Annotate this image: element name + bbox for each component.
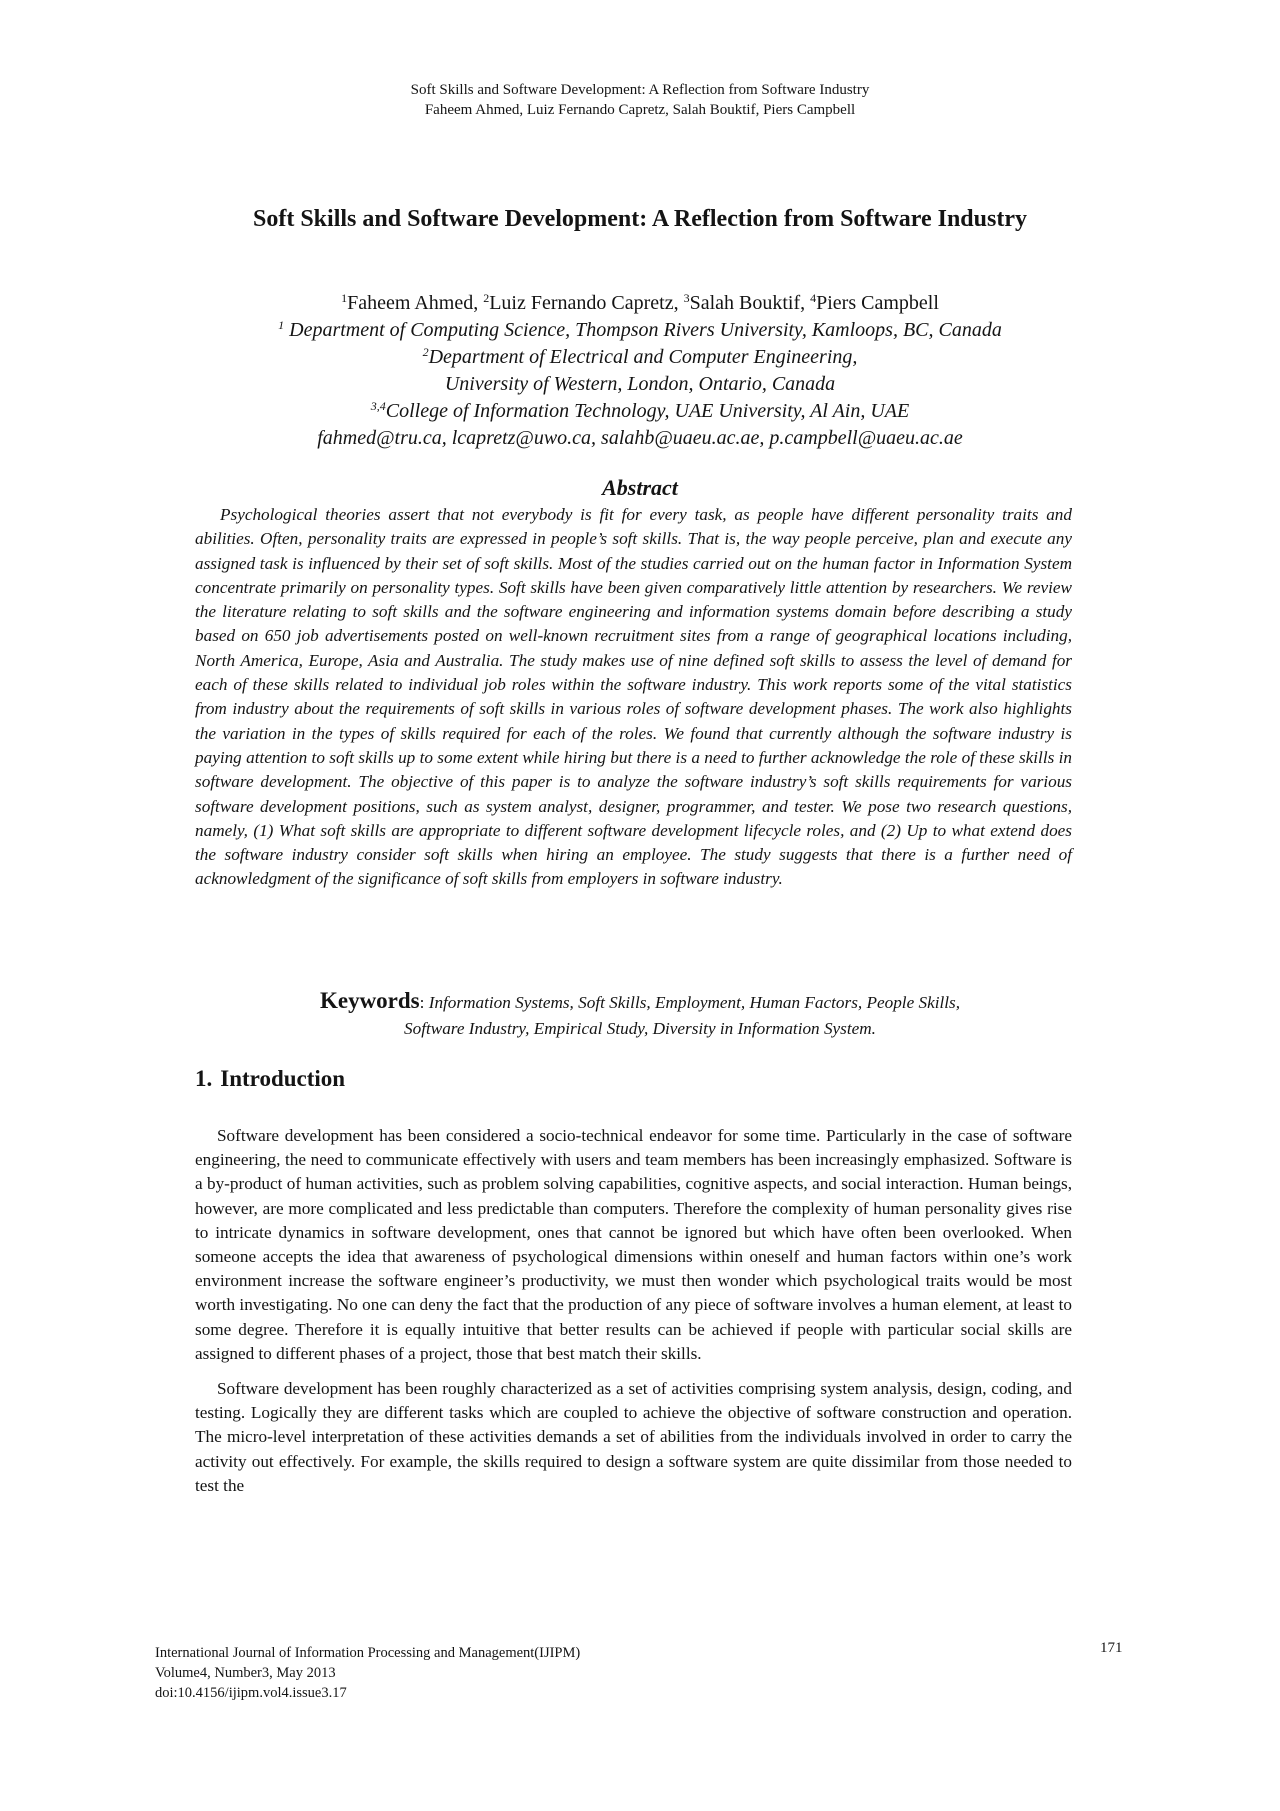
keywords-line-1: Information Systems, Soft Skills, Employment, Human Factors, People Skills, [424,993,961,1012]
keywords-label: Keywords [319,988,420,1013]
journal-footer [155,1643,580,1703]
author-list [150,290,1130,317]
author-2-sup: 2 [483,291,490,305]
affiliation-2 [150,344,1130,371]
affiliation-1-sup: 1 [278,318,285,332]
authors-block [150,290,1130,452]
affiliation-2-line-2: University of Western, London, Ontario, Canada [444,373,836,395]
author-1-sup: 1 [341,291,348,305]
affiliation-2-sup: 2 [422,345,429,359]
running-header [0,80,1280,120]
page-number: 171 [1100,1640,1123,1656]
author-4-sup: 4 [810,291,817,305]
running-header-title: Soft Skills and Software Development: A Reflection from Software Industry [410,82,870,98]
introduction-body [195,1124,1072,1509]
keywords-separator: : [419,993,425,1012]
affiliation-3-sup: 3,4 [370,399,386,413]
keywords-line-2: Software Industry, Empirical Study, Diversity in Information System. [404,1019,876,1038]
affiliation-1-text: Department of Computing Science, Thompson Rivers University, Kamloops, BC, Canada [284,319,1002,341]
running-header-authors: Faheem Ahmed, Luiz Fernando Capretz, Salah Bouktif, Piers Campbell [424,102,856,118]
keywords [215,988,1065,1042]
section-title: Introduction [220,1066,346,1091]
author-3-sup: 3 [683,291,690,305]
paper-title: Soft Skills and Software Development: A Reflection from Software Industry [253,206,1027,232]
abstract-heading: Abstract [602,475,678,500]
section-heading-introduction [195,1066,345,1092]
journal-name: International Journal of Information Processing and Management(IJIPM) [155,1645,581,1661]
affiliation-1 [150,317,1130,344]
author-1-name: Faheem Ahmed, [347,292,484,314]
affiliation-3 [150,398,1130,425]
affiliation-2-text: Department of Electrical and Computer Engineering, [428,346,858,368]
author-3-name: Salah Bouktif, [689,292,811,314]
paragraph-1: Software development has been considered a socio-technical endeavor for some time. Particularly in the case of software engineering, the need to communicate effectively with users and team members has been increasingly emphasized. Software is a by-product of human activities, such as problem solving capabilities, cognitive aspects, and social interaction. Human beings, however, are more complicated and less predictable than computers. Therefore the complexity of human personality gives rise to intricate dynamics in software development, ones that cannot be ignored but which have often been overlooked. When someone accepts the idea that awareness of psychological dimensions within oneself and human factors within one’s work environment increase the software engineer’s productivity, we must then wonder which psychological traits would be most worth investigating. No one can deny the fact that the production of any piece of software involves a human element, at least to some degree. Therefore it is equally intuitive that better results can be achieved if people with particular social skills are assigned to different phases of a project, those that best match their skills. [195,1126,1072,1363]
abstract-text: Psychological theories assert that not everybody is fit for every task, as people have different personality traits and abilities. Often, personality traits are expressed in people’s soft skills. That is, the way people perceive, plan and execute any assigned task is influenced by their set of soft skills. Most of the studies carried out on the human factor in Information System concentrate primarily on personality types. Soft skills have been given comparatively little attention by researchers. We review the literature relating to soft skills and the software engineering and information systems domain before describing a study based on 650 job advertisements posted on well-known recruitment sites from a range of geographical locations including, North America, Europe, Asia and Australia. The study makes use of nine defined soft skills to assess the level of demand for each of these skills related to individual job roles within the software industry. This work reports some of the vital statistics from industry about the requirements of soft skills in various roles of software development phases. The work also highlights the variation in the types of skills required for each of the roles. We found that currently although the software industry is paying attention to soft skills up to some extent while hiring but there is a need to further acknowledge the role of these skills in software development. The objective of this paper is to analyze the software industry’s soft skills requirements for various software development positions, such as system analyst, designer, programmer, and tester. We pose two research questions, namely, (1) What soft skills are appropriate to different software development lifecycle roles, and (2) Up to what extend does the software industry consider soft skills when hiring an employee. The study suggests that there is a further need of acknowledgment of the significance of soft skills from employers in software industry. [195,505,1072,889]
section-number: 1. [195,1066,213,1091]
author-emails: fahmed@tru.ca, lcapretz@uwo.ca, salahb@uaeu.ac.ae, p.campbell@uaeu.ac.ae [317,427,963,449]
author-4-name: Piers Campbell [816,292,939,314]
paragraph-2: Software development has been roughly characterized as a set of activities comprising system analysis, design, coding, and testing. Logically they are different tasks which are coupled to achieve the objective of software construction and operation. The micro-level interpretation of these activities demands a set of abilities from the individuals involved in order to carry the activity out effectively. For example, the skills required to design a software system are quite dissimilar from those needed to test the [195,1379,1072,1495]
journal-volume: Volume4, Number3, May 2013 [155,1665,336,1681]
affiliation-3-text: College of Information Technology, UAE University, Al Ain, UAE [385,400,910,422]
author-2-name: Luiz Fernando Capretz, [489,292,684,314]
journal-doi: doi:10.4156/ijipm.vol4.issue3.17 [155,1685,347,1701]
